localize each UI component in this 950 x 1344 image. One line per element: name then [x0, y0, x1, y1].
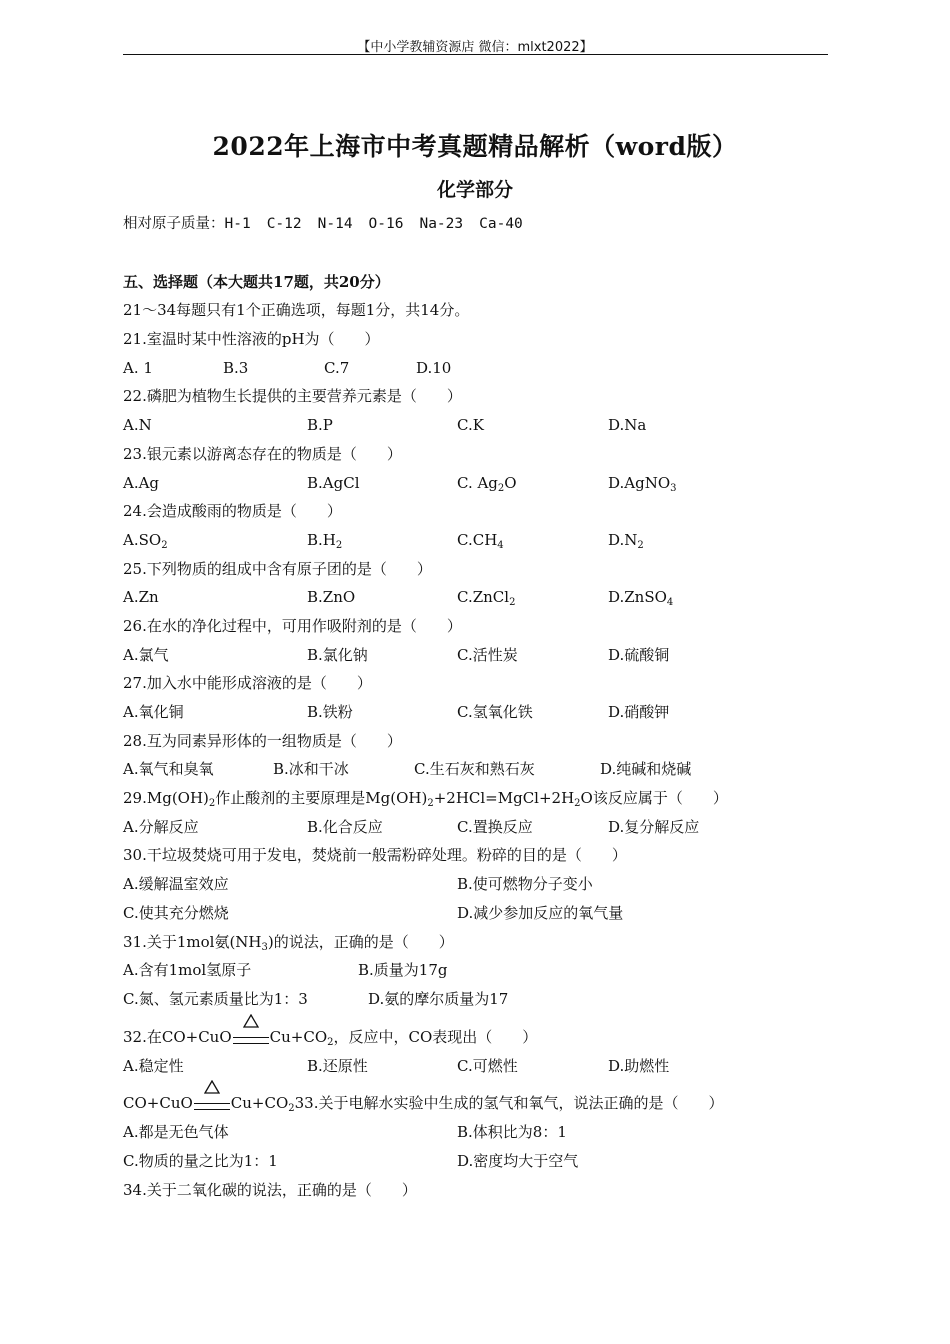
- q24-option-c: $C.CH_4$: [457, 530, 504, 551]
- atomic-mass-ca: Ca-40: [479, 216, 523, 232]
- q32-option-a: A.稳定性: [123, 1056, 184, 1075]
- question-33-options-cd: [123, 1147, 828, 1176]
- q25-option-d: D.ZnSO$_4$: [608, 588, 674, 609]
- q32-option-b: B.还原性: [307, 1056, 368, 1075]
- q22-option-d: D.Na: [608, 416, 647, 435]
- q23-option-c: C. $Ag_2O$: [457, 473, 517, 494]
- question-32-stem: 32.在CO+CuO $Cu+CO_2$，反应中，CO表现出（ ）: [123, 1014, 828, 1052]
- heat-condition-icon: [233, 1029, 269, 1043]
- q21-option-a: A. 1: [123, 358, 153, 377]
- atomic-mass-n: N-14: [317, 216, 353, 232]
- question-31-options-cd: [123, 985, 828, 1014]
- q25-option-b: B.ZnO: [307, 588, 356, 607]
- atomic-mass-na: Na-23: [419, 216, 464, 232]
- q31-option-a: A.含有1mol氢原子: [123, 961, 252, 980]
- q24-option-a: $A.SO_2$: [123, 530, 168, 551]
- q32-option-c: C.可燃性: [457, 1056, 518, 1075]
- q24-option-d: $D.N_2$: [608, 530, 644, 551]
- question-23-stem: 23.银元素以游离态存在的物质是（ ）: [123, 444, 402, 463]
- atomic-masses: [123, 210, 828, 239]
- q21-option-d: D.10: [416, 358, 452, 377]
- question-22-stem: 22.磷肥为植物生长提供的主要营养元素是（ ）: [123, 387, 462, 406]
- q21-option-c: C.7: [324, 358, 350, 377]
- q24-option-b: $B.H_2$: [307, 530, 343, 551]
- question-25-stem: 25.下列物质的组成中含有原子团的是（ ）: [123, 559, 432, 578]
- question-32-options: [123, 1052, 828, 1081]
- page-header: 【中小学教辅资源店 微信：mlxt2022】: [357, 40, 593, 55]
- question-24-options: [123, 526, 828, 555]
- q31-option-d: D.氨的摩尔质量为17: [368, 989, 509, 1008]
- heat-condition-icon: [194, 1095, 230, 1109]
- question-26-options: [123, 641, 828, 670]
- q30-option-d: D.减少参加反应的氧气量: [457, 903, 624, 922]
- q27-option-c: C.氢氧化铁: [457, 703, 533, 721]
- q30-option-b: B.使可燃物分子变小: [457, 875, 593, 894]
- document-subtitle: 化学部分: [436, 179, 513, 201]
- question-21-options: [123, 354, 828, 383]
- q30-option-a: A.缓解温室效应: [123, 875, 229, 894]
- question-29-stem: $29.Mg(OH)_2$作止酸剂的主要原理是$Mg(OH)_2+2HCl=MgCl+2H_2O$该反应属于（ ）: [123, 789, 728, 810]
- question-27-options: [123, 698, 828, 727]
- q31-option-b: B.质量为17g: [358, 961, 448, 980]
- question-22-options: [123, 411, 828, 440]
- q33-option-a: A.都是无色气体: [123, 1123, 229, 1142]
- q32-option-d: D.助燃性: [608, 1056, 670, 1075]
- q28-option-a: A.氧气和臭氧: [123, 760, 214, 779]
- q22-option-c: C.K: [457, 416, 484, 435]
- q27-option-d: D.硝酸钾: [608, 703, 670, 721]
- section-heading: 五、选择题（本大题共17题，共20分）: [123, 272, 390, 291]
- question-29-options: [123, 813, 828, 842]
- question-34-stem: 34.关于二氧化碳的说法，正确的是（ ）: [123, 1180, 417, 1199]
- q33-option-b: B.体积比为8：1: [457, 1123, 567, 1142]
- question-26-stem: 26.在水的净化过程中，可用作吸附剂的是（ ）: [123, 616, 462, 635]
- document-title: 2022年上海市中考真题精品解析（word版）: [212, 132, 738, 161]
- q30-option-c: C.使其充分燃烧: [123, 903, 229, 922]
- q22-option-b: B.P: [307, 416, 333, 435]
- q23-option-d: D.AgNO$_3$: [608, 473, 677, 494]
- question-27-stem: 27.加入水中能形成溶液的是（ ）: [123, 674, 372, 693]
- q25-option-c: C.ZnCl$_2$: [457, 588, 516, 609]
- question-33-stem: CO+CuO $Cu+CO_233$.关于电解水实验中生成的氢气和氧气，说法正确的是（ ）: [123, 1080, 828, 1118]
- q29-option-b: B.化合反应: [307, 817, 383, 836]
- q29-option-d: D.复分解反应: [608, 817, 700, 836]
- atomic-masses-label: 相对原子质量：: [123, 216, 225, 232]
- question-21-stem: 21.室温时某中性溶液的pH为（ ）: [123, 330, 380, 349]
- section-instruction: 21～34每题只有1个正确选项，每题1分，共14分。: [123, 301, 470, 320]
- q22-option-a: A.N: [123, 416, 152, 435]
- question-23-options: [123, 469, 828, 498]
- q33-option-c: C.物质的量之比为1：1: [123, 1151, 278, 1170]
- atomic-mass-o: O-16: [368, 216, 404, 232]
- q25-option-a: A.Zn: [123, 588, 159, 607]
- question-31-options-ab: [123, 956, 828, 985]
- question-30-stem: 30.干垃圾焚烧可用于发电，焚烧前一般需粉碎处理。粉碎的目的是（ ）: [123, 846, 627, 865]
- q31-option-c: C.氮、氢元素质量比为1：3: [123, 989, 308, 1008]
- atomic-mass-c: C-12: [266, 216, 302, 232]
- question-30-options-ab: [123, 870, 828, 899]
- q27-option-a: A.氧化铜: [123, 703, 184, 721]
- exam-body: [123, 210, 828, 1204]
- question-28-options: [123, 755, 828, 784]
- q27-option-b: B.铁粉: [307, 703, 353, 721]
- q23-option-a: A.Ag: [123, 473, 160, 492]
- q29-option-c: C.置换反应: [457, 817, 533, 836]
- q23-option-b: B.AgCl: [307, 473, 360, 492]
- q29-option-a: A.分解反应: [123, 817, 199, 836]
- q26-option-a: A.氯气: [123, 645, 169, 664]
- question-25-options: [123, 583, 828, 612]
- q21-option-b: B.3: [223, 358, 249, 377]
- question-28-stem: 28.互为同素异形体的一组物质是（ ）: [123, 731, 402, 750]
- question-30-options-cd: [123, 899, 828, 928]
- q28-option-b: B.冰和干冰: [273, 760, 349, 779]
- header-divider: [123, 54, 828, 55]
- question-31-stem: 31.关于1mol氨$(NH_3)$的说法，正确的是（ ）: [123, 932, 454, 953]
- q28-option-d: D.纯碱和烧碱: [600, 760, 692, 779]
- question-33-options-ab: [123, 1118, 828, 1147]
- atomic-mass-h: H-1: [224, 216, 251, 232]
- q28-option-c: C.生石灰和熟石灰: [414, 760, 535, 779]
- q26-option-b: B.氯化钠: [307, 645, 368, 664]
- q26-option-c: C.活性炭: [457, 645, 518, 664]
- question-24-stem: 24.会造成酸雨的物质是（ ）: [123, 502, 342, 521]
- q26-option-d: D.硫酸铜: [608, 645, 670, 664]
- q33-option-d: D.密度均大于空气: [457, 1151, 579, 1170]
